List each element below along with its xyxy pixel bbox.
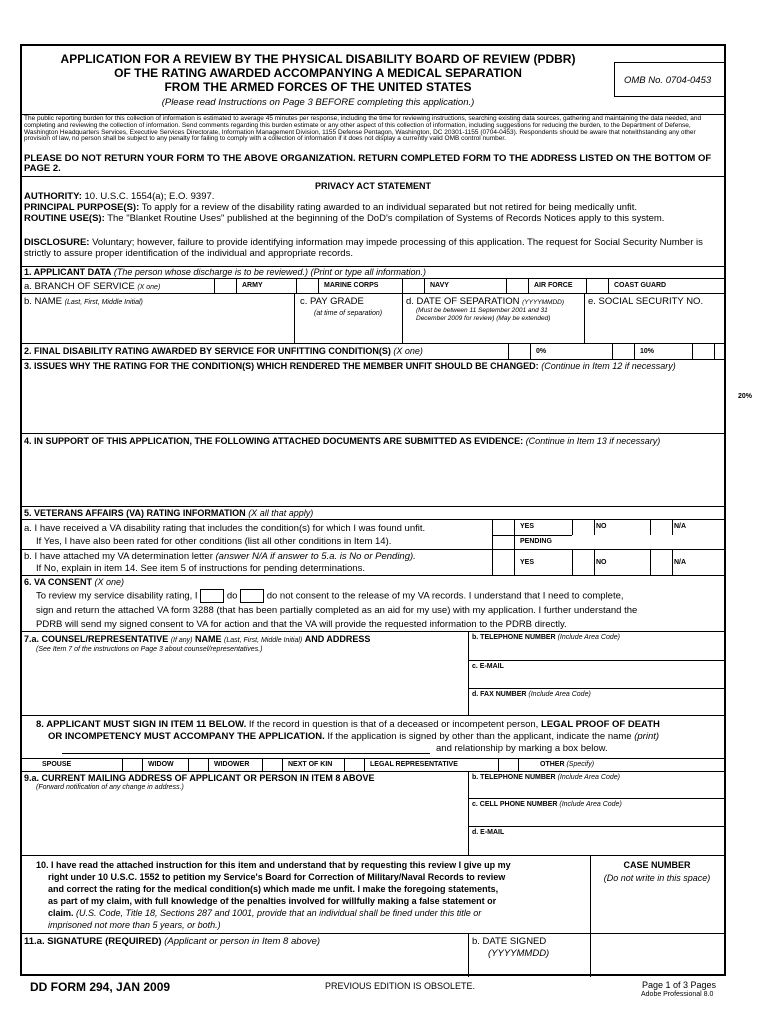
privacy-act-statement (22, 176, 724, 266)
pay-grade-note: (at time of separation) (314, 310, 383, 317)
branch-navy: NAVY (430, 282, 449, 289)
title-subtitle: (Please read Instructions on Page 3 BEFORE completing this application.) (161, 97, 475, 108)
checkbox-5a-yes[interactable] (492, 520, 514, 535)
signature-label: 11.a. SIGNATURE (REQUIRED) (24, 936, 162, 947)
checkbox-air-force[interactable] (506, 279, 528, 294)
item-1a-branch: a. BRANCH OF SERVICE (X one) ARMY MARINE CORPS NAVY AIR FORCE COAST GUARD (22, 278, 724, 293)
pdbr-form (20, 44, 753, 976)
burden-return-notice: PLEASE DO NOT RETURN YOUR FORM TO THE ABOVE ORGANIZATION. RETURN COMPLETED FORM TO THE ADDRESS LISTED ON THE BOTTOM OF PAGE 2. (24, 153, 712, 175)
item-5-label: 5. VETERANS AFFAIRS (VA) RATING INFORMATION (24, 508, 246, 518)
burden-text: The public reporting burden for this collection of information is estimated to average 45 minutes per response, including the time for reviewing instructions, searching existing data sources, gathering and maintaining the data needed, and completing and reviewing the collection of information. Send comments regarding this burden estimate or any other aspect of this collection of information, including suggestions for reducing the burden, to the Department of Defense, Washington Headquarters Services, Executive Services Directorate, Information Management Division, 1155 Defense Pentagon, Washington, DC 20301-1155 (0704-0453). Respondents should be aware that notwithstanding any other provision of law, no person shall be subject to any penalty for failing to comply with a collection of information if it does not display a currently valid OMB control number. (24, 115, 702, 143)
item-10: 10. I have read the attached instruction for this item and understand that by requesting this review I give up my right under 10 U.S.C. 1552 to petition my Service's Board for Correction of Military/Naval Records to review and correct the rating for the medical condition(s) which made me unfit. I make the foregoing statements, as part of my claim, with full knowledge of the penalties involved for willfully making a false statement or claim. (U.S. Code, Title 18, Sections 287 and 1001, provide that an individual shall be fined under this title or imprisoned not more than 5 years, or both.) CASE NUMBER (Do not write in this space) (22, 855, 724, 933)
checkbox-army[interactable] (214, 279, 236, 294)
item-8-label: 8. APPLICANT MUST SIGN IN ITEM 11 BELOW. (36, 719, 247, 730)
checkbox-5a-pending[interactable] (492, 535, 514, 550)
date-signed-field[interactable] (469, 960, 590, 977)
item-9: 9.a. CURRENT MAILING ADDRESS OF APPLICANT OR PERSON IN ITEM 8 ABOVE (Forward notification of any change in address.) b. TELEPHONE NUMBER (Include Area Code) c. CELL PHONE NUMBER (Include Area Code) d. E-MAIL (22, 771, 724, 855)
privacy-routine: ROUTINE USE(S): The "Blanket Routine Uses" published at the beginning of the DoD's compilation of Systems of Records Notices apply to this system. (24, 213, 665, 224)
counsel-name-address-field[interactable] (22, 656, 468, 716)
pay-grade-label: c. PAY GRADE (300, 296, 364, 307)
checkbox-consent-do-not[interactable] (240, 589, 264, 603)
item-1-label: 1. APPLICANT DATA (24, 267, 112, 277)
item-3-issues-field[interactable] (22, 384, 724, 434)
pay-grade-field[interactable] (295, 322, 401, 344)
burden-statement (22, 114, 724, 176)
date-signed-label: b. DATE SIGNED (472, 936, 547, 947)
signature-field[interactable] (22, 948, 468, 977)
checkbox-marine-corps[interactable] (296, 279, 318, 294)
checkbox-5b-yes[interactable] (492, 550, 514, 576)
item-8-relations: SPOUSE WIDOW WIDOWER NEXT OF KIN LEGAL REPRESENTATIVE OTHER (Specify) (22, 758, 724, 771)
item-2: 2. FINAL DISABILITY RATING AWARDED BY SERVICE FOR UNFITTING CONDITION(S) (X one) 0% 10% (22, 343, 724, 359)
counsel-email-field[interactable] (469, 673, 724, 688)
item-4-evidence-field[interactable] (22, 458, 724, 507)
form-header (22, 46, 724, 114)
item-3: 3. ISSUES WHY THE RATING FOR THE CONDITION(S) WHICH RENDERED THE MEMBER UNFIT SHOULD BE CHANGED: (Continue in Item 12 if necessary) (22, 359, 724, 433)
rating-20-percent: 20% (738, 393, 753, 400)
title-line-2: OF THE RATING AWARDED ACCOMPANYING A MEDICAL SEPARATION (114, 66, 522, 80)
rating-0-percent: 0% (536, 348, 547, 355)
item-2-label: 2. FINAL DISABILITY RATING AWARDED BY SERVICE FOR UNFITTING CONDITION(S) (24, 346, 391, 356)
title-line-1: APPLICATION FOR A REVIEW BY THE PHYSICAL DISABILITY BOARD OF REVIEW (PDBR) (60, 52, 576, 66)
checkbox-5b-na[interactable] (650, 550, 672, 576)
privacy-purpose: PRINCIPAL PURPOSE(S): To apply for a review of the disability rating awarded to an individual separated but not retired for being medically unfit. (24, 202, 638, 213)
branch-air-force: AIR FORCE (534, 282, 573, 289)
branch-army: ARMY (242, 282, 263, 289)
item-6: 6. VA CONSENT (X one) To review my service disability rating, I do do not consent to the release of my VA records. I understand that I need to complete, sign and return the attached VA form 3288 (that has been partially completed as an aid for my use) with my application. I further understand the PDRB will send my signed consent to VA for action and that the VA will provide the requested information to the PDRB directly. (22, 575, 724, 631)
item-4: 4. IN SUPPORT OF THIS APPLICATION, THE FOLLOWING ATTACHED DOCUMENTS ARE SUBMITTED AS EVIDENCE: (Continue in Item 13 if necessary) (22, 433, 724, 506)
item-3-label: 3. ISSUES WHY THE RATING FOR THE CONDITION(S) WHICH RENDERED THE MEMBER UNFIT SHOULD BE CHANGED: (24, 361, 539, 371)
branch-label: a. BRANCH OF SERVICE (24, 281, 135, 292)
branch-marine-corps: MARINE CORPS (324, 282, 379, 289)
checkbox-20-percent[interactable] (692, 344, 714, 360)
item-5b: b. I have attached my VA determination letter (answer N/A if answer to 5.a. is No or Pending). If No, explain in item 14. See item 5 of instructions for pending determinations. YES NO N/A (22, 549, 724, 575)
privacy-heading: PRIVACY ACT STATEMENT (314, 181, 431, 191)
item-8: 8. APPLICANT MUST SIGN IN ITEM 11 BELOW. If the record in question is that of a deceased or incompetent person, LEGAL PROOF OF DEATH OR INCOMPETENCY MUST ACCOMPANY THE APPLICATION. If the application is signed by other than the applicant, indicate the name (print) and relationship by marking a box below. (22, 715, 724, 758)
case-number-label: CASE NUMBER (623, 860, 691, 870)
item-6-label: 6. VA CONSENT (24, 577, 93, 587)
item-5a: a. I have received a VA disability rating that includes the condition(s) for which I was found unfit. If Yes, I have also been rated for other conditions (list all other conditions in Item 14). YES PENDING NO N/A (22, 519, 724, 549)
rating-10-percent: 10% (640, 348, 655, 355)
counsel-fax-field[interactable] (469, 701, 724, 716)
case-number-note: (Do not write in this space) (603, 873, 711, 883)
privacy-disclosure: DISCLOSURE: Voluntary; however, failure to provide identifying information may impede processing of this application. The request for Social Security Number is strictly to assure proper identification of the individual and appropriate records. (24, 237, 703, 260)
mailing-address-field[interactable] (22, 794, 468, 856)
item-7: 7.a. COUNSEL/REPRESENTATIVE (If any) NAME (Last, First, Middle Initial) AND ADDRESS (See Item 7 of the instructions on Page 3 about counsel/representatives.) b. TELEPHONE NUMBER (Include Area Code) c. E-MAIL d. FAX NUMBER (Include Area Code) (22, 631, 724, 715)
applicant-email-field[interactable] (469, 839, 724, 856)
checkbox-coast-guard[interactable] (586, 279, 608, 294)
privacy-authority: AUTHORITY: 10. U.S.C. 1554(a); E.O. 9397. (24, 191, 215, 202)
item-7-label: 7.a. COUNSEL/REPRESENTATIVE (24, 634, 169, 644)
item-4-label: 4. IN SUPPORT OF THIS APPLICATION, THE FOLLOWING ATTACHED DOCUMENTS ARE SUBMITTED AS EVIDENCE: (24, 436, 524, 446)
separation-date-label: d. DATE OF SEPARATION (406, 296, 520, 307)
item-11: 11.a. SIGNATURE (REQUIRED) (Applicant or person in Item 8 above) b. DATE SIGNED (YYYYMMDD) (22, 933, 724, 976)
checkbox-0-percent[interactable] (508, 344, 530, 360)
item-1-header (22, 266, 724, 278)
omb-number: OMB No. 0704-0453 (624, 75, 712, 86)
page-number: Page 1 of 3 Pages (642, 980, 717, 990)
checkbox-navy[interactable] (402, 279, 424, 294)
item-5-header: 5. VETERANS AFFAIRS (VA) RATING INFORMATION (X all that apply) (22, 506, 724, 519)
applicant-name-field[interactable] (22, 306, 294, 344)
applicant-telephone-field[interactable] (469, 784, 724, 798)
signer-name-field[interactable] (62, 743, 430, 754)
branch-coast-guard: COAST GUARD (614, 282, 667, 289)
checkbox-5a-no[interactable] (572, 520, 594, 535)
ssn-label: e. SOCIAL SECURITY NO. (588, 296, 704, 307)
item-9-label: 9.a. CURRENT MAILING ADDRESS OF APPLICANT OR PERSON IN ITEM 8 ABOVE (24, 773, 375, 783)
counsel-telephone-field[interactable] (469, 644, 724, 660)
item-1-note: (The person whose discharge is to be reviewed.) (Print or type all information.) (113, 267, 426, 277)
applicant-cell-field[interactable] (469, 811, 724, 826)
ssn-field[interactable] (585, 308, 724, 344)
checkbox-consent-do[interactable] (200, 589, 224, 603)
item-1b-e: b. NAME (Last, First, Middle Initial) c. PAY GRADE (at time of separation) d. DATE OF SEPARATION (YYYYMMDD) (Must be between 11 September 2001 and 31 December 2009 for review) (May be extended) e. SOCIAL SECURITY NO. (22, 293, 724, 343)
adobe-version: Adobe Professional 8.0 (641, 991, 714, 998)
obsolete-notice: PREVIOUS EDITION IS OBSOLETE. (325, 981, 476, 991)
checkbox-10-percent[interactable] (612, 344, 634, 360)
separation-date-field[interactable] (403, 324, 583, 344)
title-line-3: FROM THE ARMED FORCES OF THE UNITED STATES (164, 80, 472, 94)
checkbox-5b-no[interactable] (572, 550, 594, 576)
name-label: b. NAME (24, 296, 63, 307)
form-number: DD FORM 294, JAN 2009 (30, 980, 171, 994)
checkbox-5a-na[interactable] (650, 520, 672, 535)
